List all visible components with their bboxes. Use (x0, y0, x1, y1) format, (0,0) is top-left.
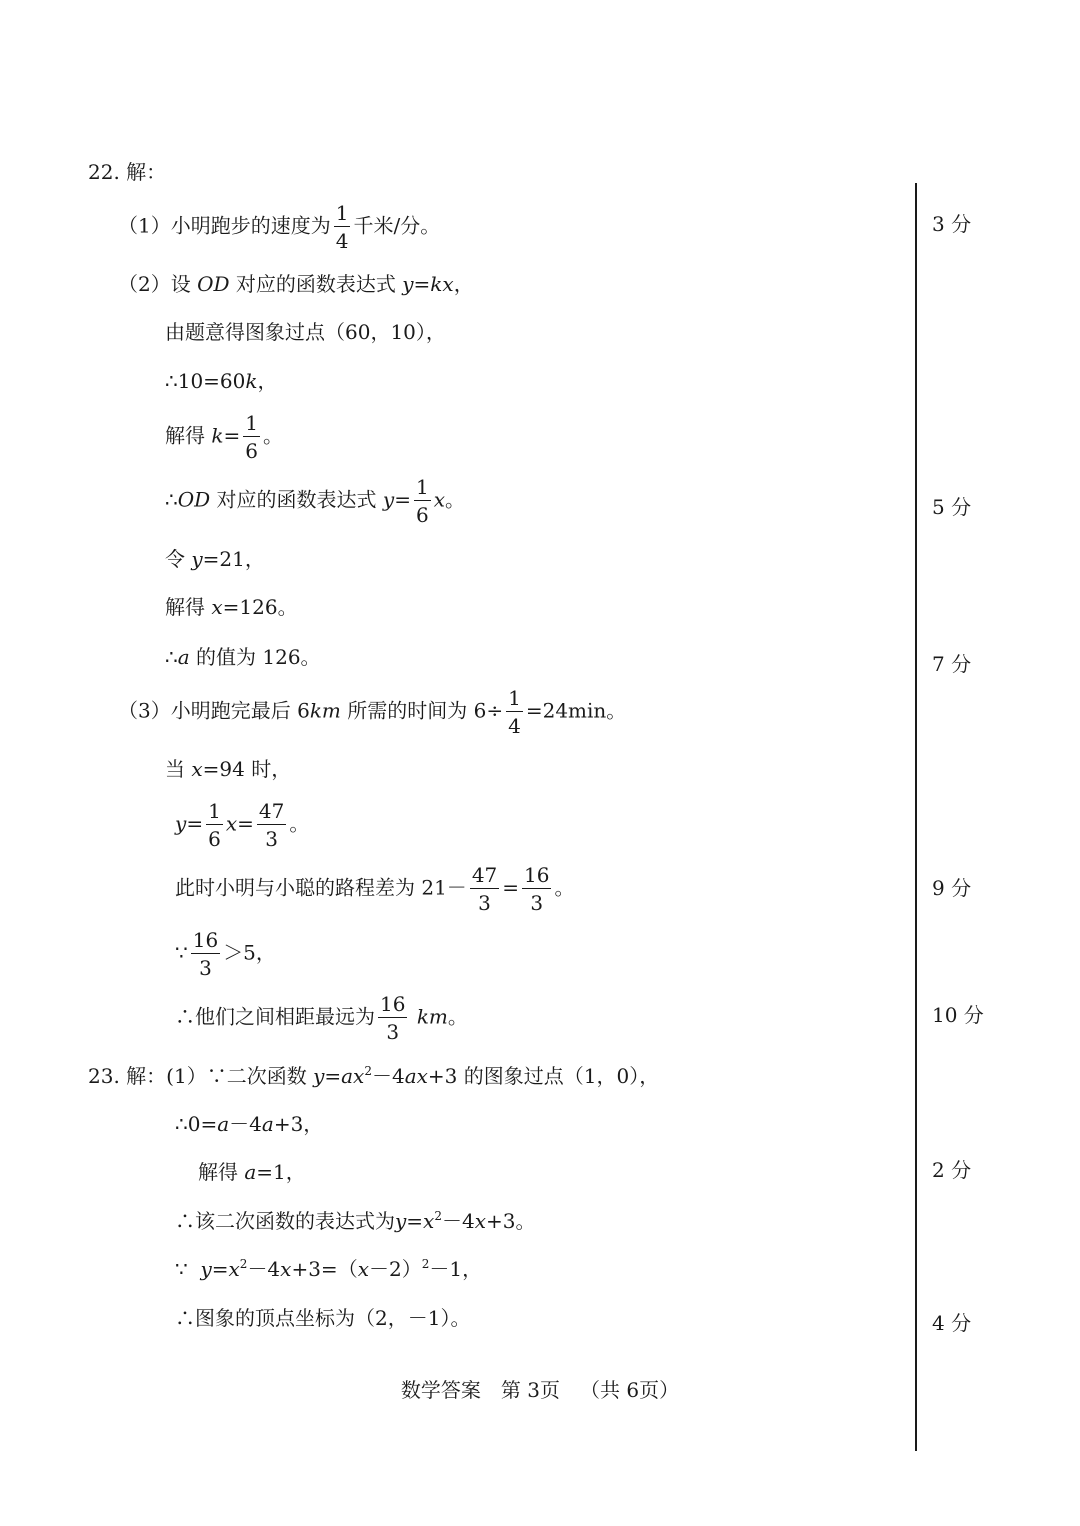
score-9: 9 分 (932, 876, 972, 900)
q23-line6: ∴图象的顶点坐标为（2，－1）。 (175, 1306, 471, 1330)
q22-part2-line4: 解得 k= $\frac{1}{6}$ 。 (165, 411, 283, 463)
score-2: 2 分 (932, 1158, 972, 1182)
fraction: $\frac{47}{3}$ (471, 863, 498, 915)
score-10: 10 分 (932, 1003, 984, 1027)
q22-part2-line6: 令 y=21， (165, 547, 265, 571)
q22-part3-line6: ∴他们之间相距最远为 $\frac{16}{3}$ km。 (175, 992, 468, 1044)
q22-header: 22. 解： (88, 160, 167, 184)
fraction: $\frac{1}{6}$ (208, 799, 221, 851)
q22-part3-line4: 此时小明与小聪的路程差为 21－ $\frac{47}{3}$ = $\frac{16}{3}$ 。 (175, 863, 575, 915)
score-column-divider (915, 183, 917, 1451)
score-4: 4 分 (932, 1311, 972, 1335)
q22-part3-line5: ∵ $\frac{16}{3}$ ＞5， (175, 928, 276, 980)
fraction: $\frac{1}{4}$ (508, 686, 521, 738)
fraction: $\frac{1}{4}$ (335, 201, 349, 253)
q23-line1: 23. 解：(1）∵二次函数 $y=ax^2-4ax+3$ 的图象过点（1，0）， (88, 1064, 660, 1088)
q22-part3-line3: y= $\frac{1}{6}$ x= $\frac{47}{3}$ 。 (175, 799, 310, 851)
q22-part2-line1: （2）设 OD 对应的函数表达式 y=kx， (118, 272, 474, 296)
fraction: $\frac{47}{3}$ (258, 799, 285, 851)
q22-part2-line2: 由题意得图象过点（60，10）， (165, 320, 446, 344)
fraction: $\frac{16}{3}$ (524, 863, 550, 915)
fraction: $\frac{16}{3}$ (192, 928, 219, 980)
footer-page: 第 3页 (500, 1378, 560, 1402)
q23-line3: 解得 a=1， (198, 1160, 306, 1184)
q22-part2-line3: ∴10=60k， (165, 369, 278, 393)
footer-total: （共 6页） (580, 1378, 680, 1402)
q22-part1: （1）小明跑步的速度为 $\frac{1}{4}$ 千米/分。 (118, 201, 441, 253)
q22-part3-line2: 当 x=94 时， (165, 757, 292, 781)
q22-part3-line1: （3）小明跑完最后 6km 所需的时间为 6÷ $\frac{1}{4}$ =24min。 (118, 686, 627, 738)
score-7: 7 分 (932, 652, 972, 676)
fraction: $\frac{16}{3}$ (380, 992, 406, 1044)
q23-line5: ∵ $y=x^2-4x+3=(x-2)^2-1$， (175, 1257, 483, 1281)
q23-line4: ∴该二次函数的表达式为$y=x^2-4x+3$。 (175, 1209, 536, 1233)
page-footer (0, 1374, 1080, 1403)
q23-line2: ∴0=a－4a+3， (175, 1112, 324, 1136)
fraction: $\frac{1}{6}$ (245, 411, 258, 463)
footer-title: 数学答案 (400, 1378, 481, 1402)
score-3: 3 分 (932, 212, 972, 236)
q22-part2-line7: 解得 x=126。 (165, 595, 298, 619)
fraction: $\frac{1}{6}$ (415, 475, 429, 527)
q22-part2-line5: ∴OD 对应的函数表达式 y= $\frac{1}{6}$ x。 (165, 475, 465, 527)
q22-part2-line8: ∴a 的值为 126。 (165, 645, 321, 669)
score-5: 5 分 (932, 495, 972, 519)
